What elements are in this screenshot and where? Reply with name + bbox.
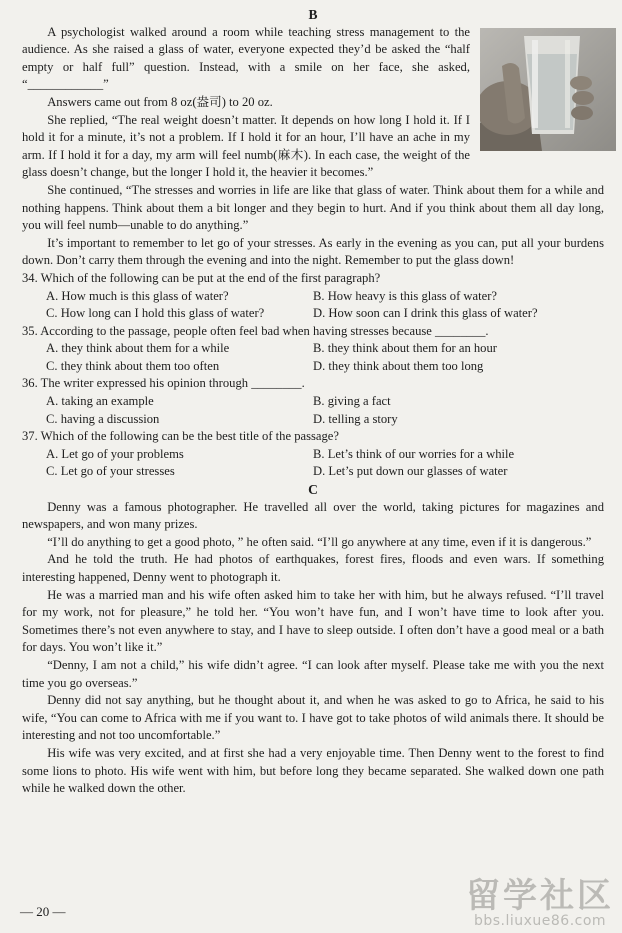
question-37: [22, 428, 604, 481]
question-option: A. they think about them for a while: [46, 341, 230, 356]
question-option: C. How long can I hold this glass of water?: [46, 306, 265, 321]
question-option: B. giving a fact: [313, 394, 391, 409]
question-option: C. they think about them too often: [46, 358, 220, 373]
question-option: D. they think about them too long: [313, 358, 484, 373]
watermark-site-name: 留学社区: [466, 875, 614, 916]
question-stem: 36. The writer expressed his opinion through ________.: [22, 376, 305, 391]
question-option: D. Let’s put down our glasses of water: [313, 464, 508, 479]
question-34: [22, 270, 604, 323]
question-35: [22, 323, 604, 376]
passage-c-paragraph: Denny did not say anything, but he thought about it, and when he was asked to go to Africa, he said to his wife, “You can come to Africa with me if you want to. I have got to take photos of wild animals there. It should be interesting and not too uncomfortable.”: [22, 693, 604, 743]
passage-b-paragraph: Answers came out from 8 oz(盎司) to 20 oz.: [47, 94, 273, 109]
passage-c-paragraph: Denny was a famous photographer. He travelled all over the world, taking pictures for magazines and newspapers, and won many prizes.: [22, 499, 604, 532]
question-option: D. How soon can I drink this glass of water?: [313, 306, 538, 321]
glass-of-water-photo: [480, 28, 616, 151]
question-stem: 37. Which of the following can be the best title of the passage?: [22, 429, 339, 444]
passage-c-paragraph: And he told the truth. He had photos of earthquakes, forest fires, floods and even wars. If something interesting happened, Denny went to photograph it.: [22, 552, 604, 584]
question-36: [22, 375, 604, 428]
question-option: B. How heavy is this glass of water?: [313, 288, 497, 303]
page-number: — 20 —: [20, 904, 66, 920]
question-option: B. Let’s think of our worries for a while: [313, 446, 515, 461]
passage-b-paragraph: A psychologist walked around a room while teaching stress management to the audience. As she raised a glass of water, everyone expected they’d be asked the “half empty or half full” question. Instead, with a smile on her face, she asked, “____________”: [22, 24, 470, 92]
watermark-site-url: bbs.liuxue86.com: [473, 913, 607, 930]
question-option: B. they think about them for an hour: [313, 341, 497, 356]
question-option: C. Let go of your stresses: [46, 464, 175, 479]
passage-c-paragraph: “Denny, I am not a child,” his wife didn’t agree. “I can look after myself. Please take me with you the next time you go overseas.”: [22, 657, 604, 690]
question-stem: 35. According to the passage, people often feel bad when having stresses because ________.: [22, 323, 489, 338]
question-option: A. Let go of your problems: [46, 446, 184, 461]
question-stem: 34. Which of the following can be put at the end of the first paragraph?: [22, 270, 381, 285]
passage-c-paragraph: He was a married man and his wife often asked him to take her with him, but he always refused. “I’ll travel for my work, not for pleasure,” he told her. “You won’t have fun, and I won’t have time to look after you. Sometimes there’s not even anywhere to stay, and I have to sleep outside. I often don’t have a good meal or a bath for days. You won’t like it.”: [22, 587, 604, 655]
section-b-header: B: [308, 7, 318, 22]
question-option: A. taking an example: [46, 394, 154, 409]
passage-b-paragraph: She continued, “The stresses and worries in life are like that glass of water. Think about them for a while and nothing happens. Think about them a bit longer and they begin to hurt. And if you think about them all day long, you will feel numb—unable to do anything.”: [22, 182, 604, 233]
question-option: A. How much is this glass of water?: [46, 288, 229, 303]
watermark: [466, 875, 614, 930]
question-option: D. telling a story: [313, 411, 398, 426]
passage-c-paragraph: “I’ll do anything to get a good photo, ” he often said. “I’ll go anywhere at any time, even if it is dangerous.”: [47, 534, 592, 549]
glass-of-water-illustration: [480, 28, 616, 151]
passage-b-paragraph: It’s important to remember to let go of your stresses. As early in the evening as you can, put all your burdens down. Don’t carry them through the evening and into the night. Remember to put the glass down!: [22, 235, 604, 268]
passage-b-paragraph: She replied, “The real weight doesn’t matter. It depends on how long I hold it. If I hold it for a minute, it’s not a problem. If I hold it for an hour, I’ll have an ache in my arm. If I hold it for a day, my arm will feel numb(麻木). In each case, the weight of the glass doesn’t change, but the longer I hold it, the heavier it becomes.”: [22, 112, 470, 180]
question-option: C. having a discussion: [46, 411, 160, 426]
passage-c-paragraph: His wife was very excited, and at first she had a very enjoyable time. Then Denny went to the forest to find some lions to photo. His wife went with him, but before long they became separated. She walked down one path while he walked down the other.: [22, 745, 604, 796]
section-c-header: C: [308, 482, 318, 498]
